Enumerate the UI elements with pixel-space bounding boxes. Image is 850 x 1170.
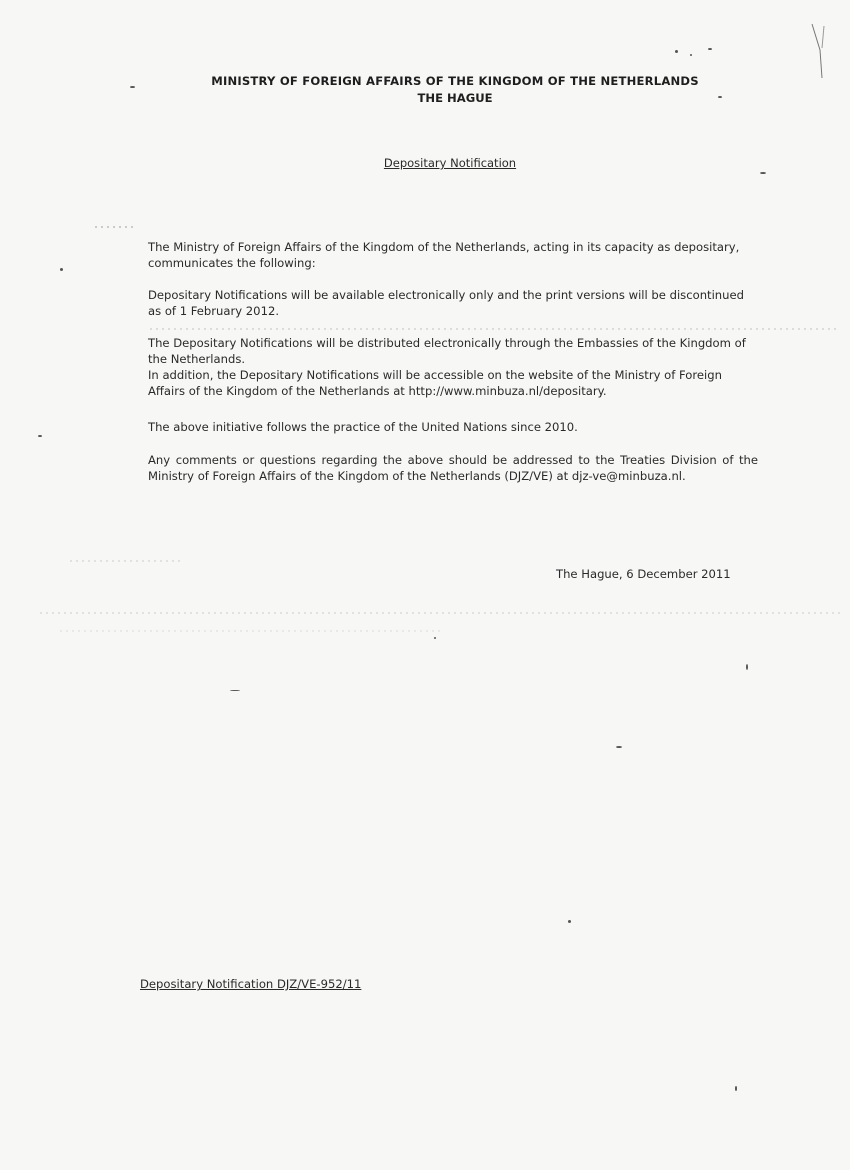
date-line: The Hague, 6 December 2011 bbox=[556, 567, 731, 581]
paragraph-distribution-website: In addition, the Depositary Notifications will be accessible on the website of the Ministry of Foreign Affairs of the Kingdom of the Netherlands at http://www.minbuza.nl/depositary. bbox=[148, 368, 722, 398]
scan-speck bbox=[708, 48, 712, 50]
footer-reference: Depositary Notification DJZ/VE-952/11 bbox=[140, 977, 362, 991]
scan-speck bbox=[616, 746, 622, 748]
city-header: THE HAGUE bbox=[417, 91, 493, 105]
paragraph-initiative: The above initiative follows the practice of the United Nations since 2010. bbox=[148, 420, 578, 434]
paragraph-electronic-only: Depositary Notifications will be available electronically only and the print versions will be discontinued as of 1 February 2012. bbox=[148, 288, 744, 318]
paragraph-intro: The Ministry of Foreign Affairs of the Kingdom of the Netherlands, acting in its capacity as depositary, communicates the following: bbox=[148, 240, 740, 270]
scan-speck bbox=[675, 50, 678, 53]
paragraph-contact: Any comments or questions regarding the above should be addressed to the Treaties Division of the Ministry of Foreign Affairs of the Kingdom of the Netherlands (DJZ/VE) at djz-ve@minbuza.nl. bbox=[148, 453, 758, 483]
paragraph-distribution bbox=[148, 335, 758, 399]
scan-noise bbox=[70, 560, 180, 562]
scan-noise bbox=[95, 226, 135, 228]
scan-speck bbox=[690, 54, 692, 56]
scan-speck bbox=[434, 637, 436, 639]
scan-noise bbox=[40, 612, 840, 614]
scan-speck bbox=[735, 1086, 737, 1091]
scan-speck bbox=[568, 920, 571, 923]
scan-speck bbox=[746, 664, 748, 670]
scan-speck bbox=[230, 690, 240, 691]
scan-noise bbox=[60, 630, 440, 632]
scan-speck bbox=[760, 172, 766, 174]
scan-corner-mark bbox=[808, 20, 832, 80]
scan-speck bbox=[718, 96, 722, 98]
paragraph-distribution-embassies: The Depositary Notifications will be distributed electronically through the Embassies of the Kingdom of the Netherlands. bbox=[148, 336, 746, 366]
scan-speck bbox=[38, 435, 42, 437]
ministry-header: MINISTRY OF FOREIGN AFFAIRS OF THE KINGDOM OF THE NETHERLANDS bbox=[211, 74, 699, 88]
scan-speck bbox=[60, 268, 63, 271]
scan-noise bbox=[150, 328, 840, 330]
scan-speck bbox=[130, 86, 135, 88]
document-title: Depositary Notification bbox=[383, 156, 517, 170]
